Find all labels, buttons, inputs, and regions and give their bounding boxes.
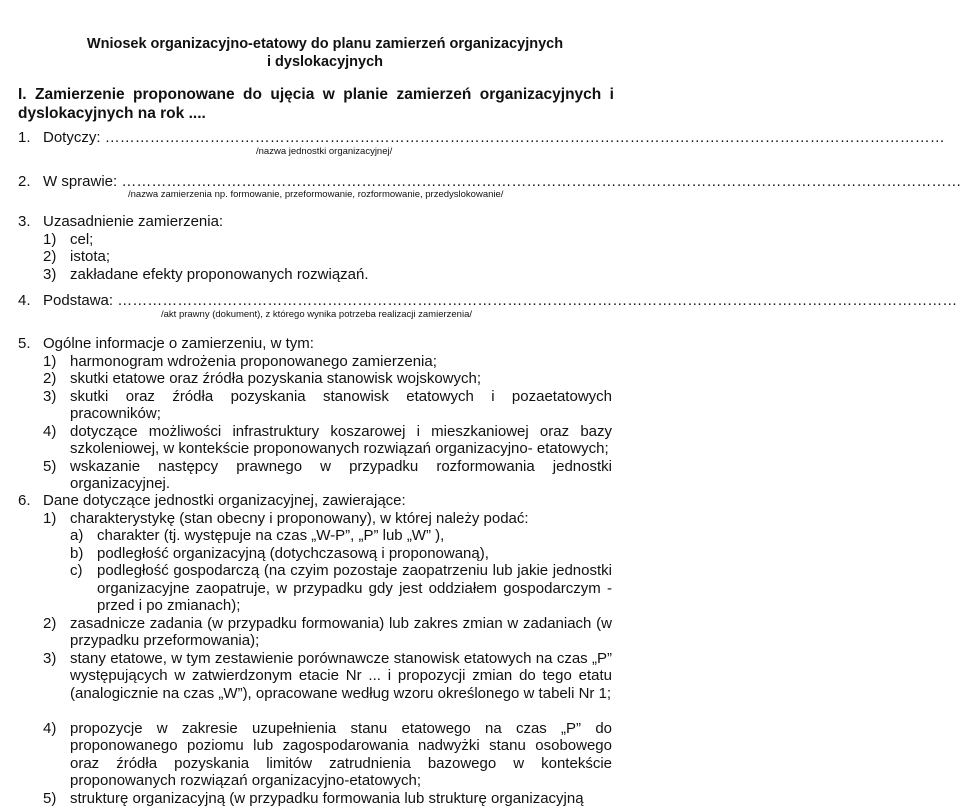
item-number: 2.	[18, 173, 31, 190]
sub-item: 4) propozycje w zakresie uzupełnienia stanu etatowego na czas „P” do proponowanego poziomu lub zagospodarowania nadwyżki stanu osobowego oraz źródła pozyskania limitów zatrudnienia bazowego w kontekście proponowanych rozwiązań organizacyjno-etatowych;	[43, 719, 612, 789]
item-dane-jednostki	[0, 492, 650, 807]
sub-item: 5) wskazanie następcy prawnego w przypadku rozformowania jednostki organizacyjnej.	[43, 457, 612, 492]
item-dotyczy	[0, 129, 945, 157]
sub-item: 2) zasadnicze zadania (w przypadku formowania) lub zakres zmian w zadaniach (w przypadku przeformowania);	[43, 614, 612, 649]
sub-item: 3) zakładane efekty proponowanych rozwiązań.	[43, 265, 369, 283]
sub-sub-item: a) charakter (tj. występuje na czas „W-P”, „P” lub „W” ),	[70, 527, 445, 544]
item-label: Dotyczy:	[43, 129, 101, 146]
item-uzasadnienie	[0, 213, 650, 283]
item-number: 3.	[18, 213, 31, 230]
field-hint: /akt prawny (dokument), z którego wynika potrzeba realizacji zamierzenia/	[161, 309, 472, 320]
fill-line: Podstawa: ……………………………………………………………………………………………………………………………………………………	[43, 292, 958, 309]
sub-sub-item: b) podległość organizacyjną (dotychczasową i proponowaną),	[70, 544, 489, 562]
sub-item: 4) dotyczące możliwości infrastruktury koszarowej i mieszkaniowej oraz bazy szkoleniowej, w kontekście proponowanych rozwiązań organizacyjno- etatowych;	[43, 422, 612, 457]
sub-sub-item: c) podległość gospodarczą (na czyim pozostaje zaopatrzeniu lub jakie jednostki organizacyjne zaopatruje, w przypadku gdy jest oddziałem gospodarczym - przed i po zmianach);	[70, 562, 612, 614]
item-number: 6.	[18, 492, 31, 509]
sub-item: 2) istota;	[43, 248, 111, 265]
sub-item: 5) strukturę organizacyjną (w przypadku formowania lub strukturę organizacyjną	[43, 789, 584, 807]
sub-item: 3) stany etatowe, w tym zestawienie porównawcze stanowisk etatowych na czas „P” występujących w zatwierdzonym etacie Nr ... i propozycji zmian do tego etatu (analogicznie na czas „W”), opracowane według wzoru określonego w tabeli Nr 1;	[43, 649, 612, 702]
item-number: 1.	[18, 129, 31, 146]
item-ogolne-informacje	[0, 335, 650, 493]
sub-item: 2) skutki etatowe oraz źródła pozyskania stanowisk wojskowych;	[43, 370, 482, 387]
field-hint: /nazwa jednostki organizacyjnej/	[256, 146, 393, 157]
item-number: 5.	[18, 335, 31, 352]
item-label: W sprawie:	[43, 173, 118, 190]
title-line-1: Wniosek organizacyjno-etatowy do planu zamierzeń organizacyjnych	[86, 36, 564, 52]
document-title	[20, 35, 630, 71]
item-label: Ogólne informacje o zamierzeniu, w tym:	[43, 335, 314, 352]
item-w-sprawie	[0, 173, 961, 200]
field-hint: /nazwa zamierzenia np. formowanie, przeformowanie, rozformowanie, przedyslokowanie/	[128, 189, 504, 200]
fill-line: Dotyczy: ……………………………………………………………………………………………………………………………………………………	[43, 129, 945, 146]
sub-item: 1) charakterystykę (stan obecny i proponowany), w której należy podać:	[43, 509, 529, 527]
item-label: Dane dotyczące jednostki organizacyjnej, zawierające:	[43, 492, 406, 509]
section-heading: I. Zamierzenie proponowane do ujęcia w planie zamierzeń organizacyjnych i dyslokacyjnych na rok ....	[18, 86, 614, 122]
item-label: Uzasadnienie zamierzenia:	[43, 213, 224, 230]
fill-line: W sprawie: ……………………………………………………………………………………………………………………………………………………	[43, 173, 961, 190]
sub-item: 3) skutki oraz źródła pozyskania stanowisk etatowych i pozaetatowych pracowników;	[43, 387, 612, 422]
sub-item: 1) harmonogram wdrożenia proponowanego zamierzenia;	[43, 352, 437, 370]
sub-item: 1) cel;	[43, 230, 94, 248]
item-label: Podstawa:	[43, 292, 114, 309]
title-line-2: i dyslokacyjnych	[266, 54, 384, 70]
item-podstawa	[0, 292, 958, 320]
item-number: 4.	[18, 292, 31, 309]
